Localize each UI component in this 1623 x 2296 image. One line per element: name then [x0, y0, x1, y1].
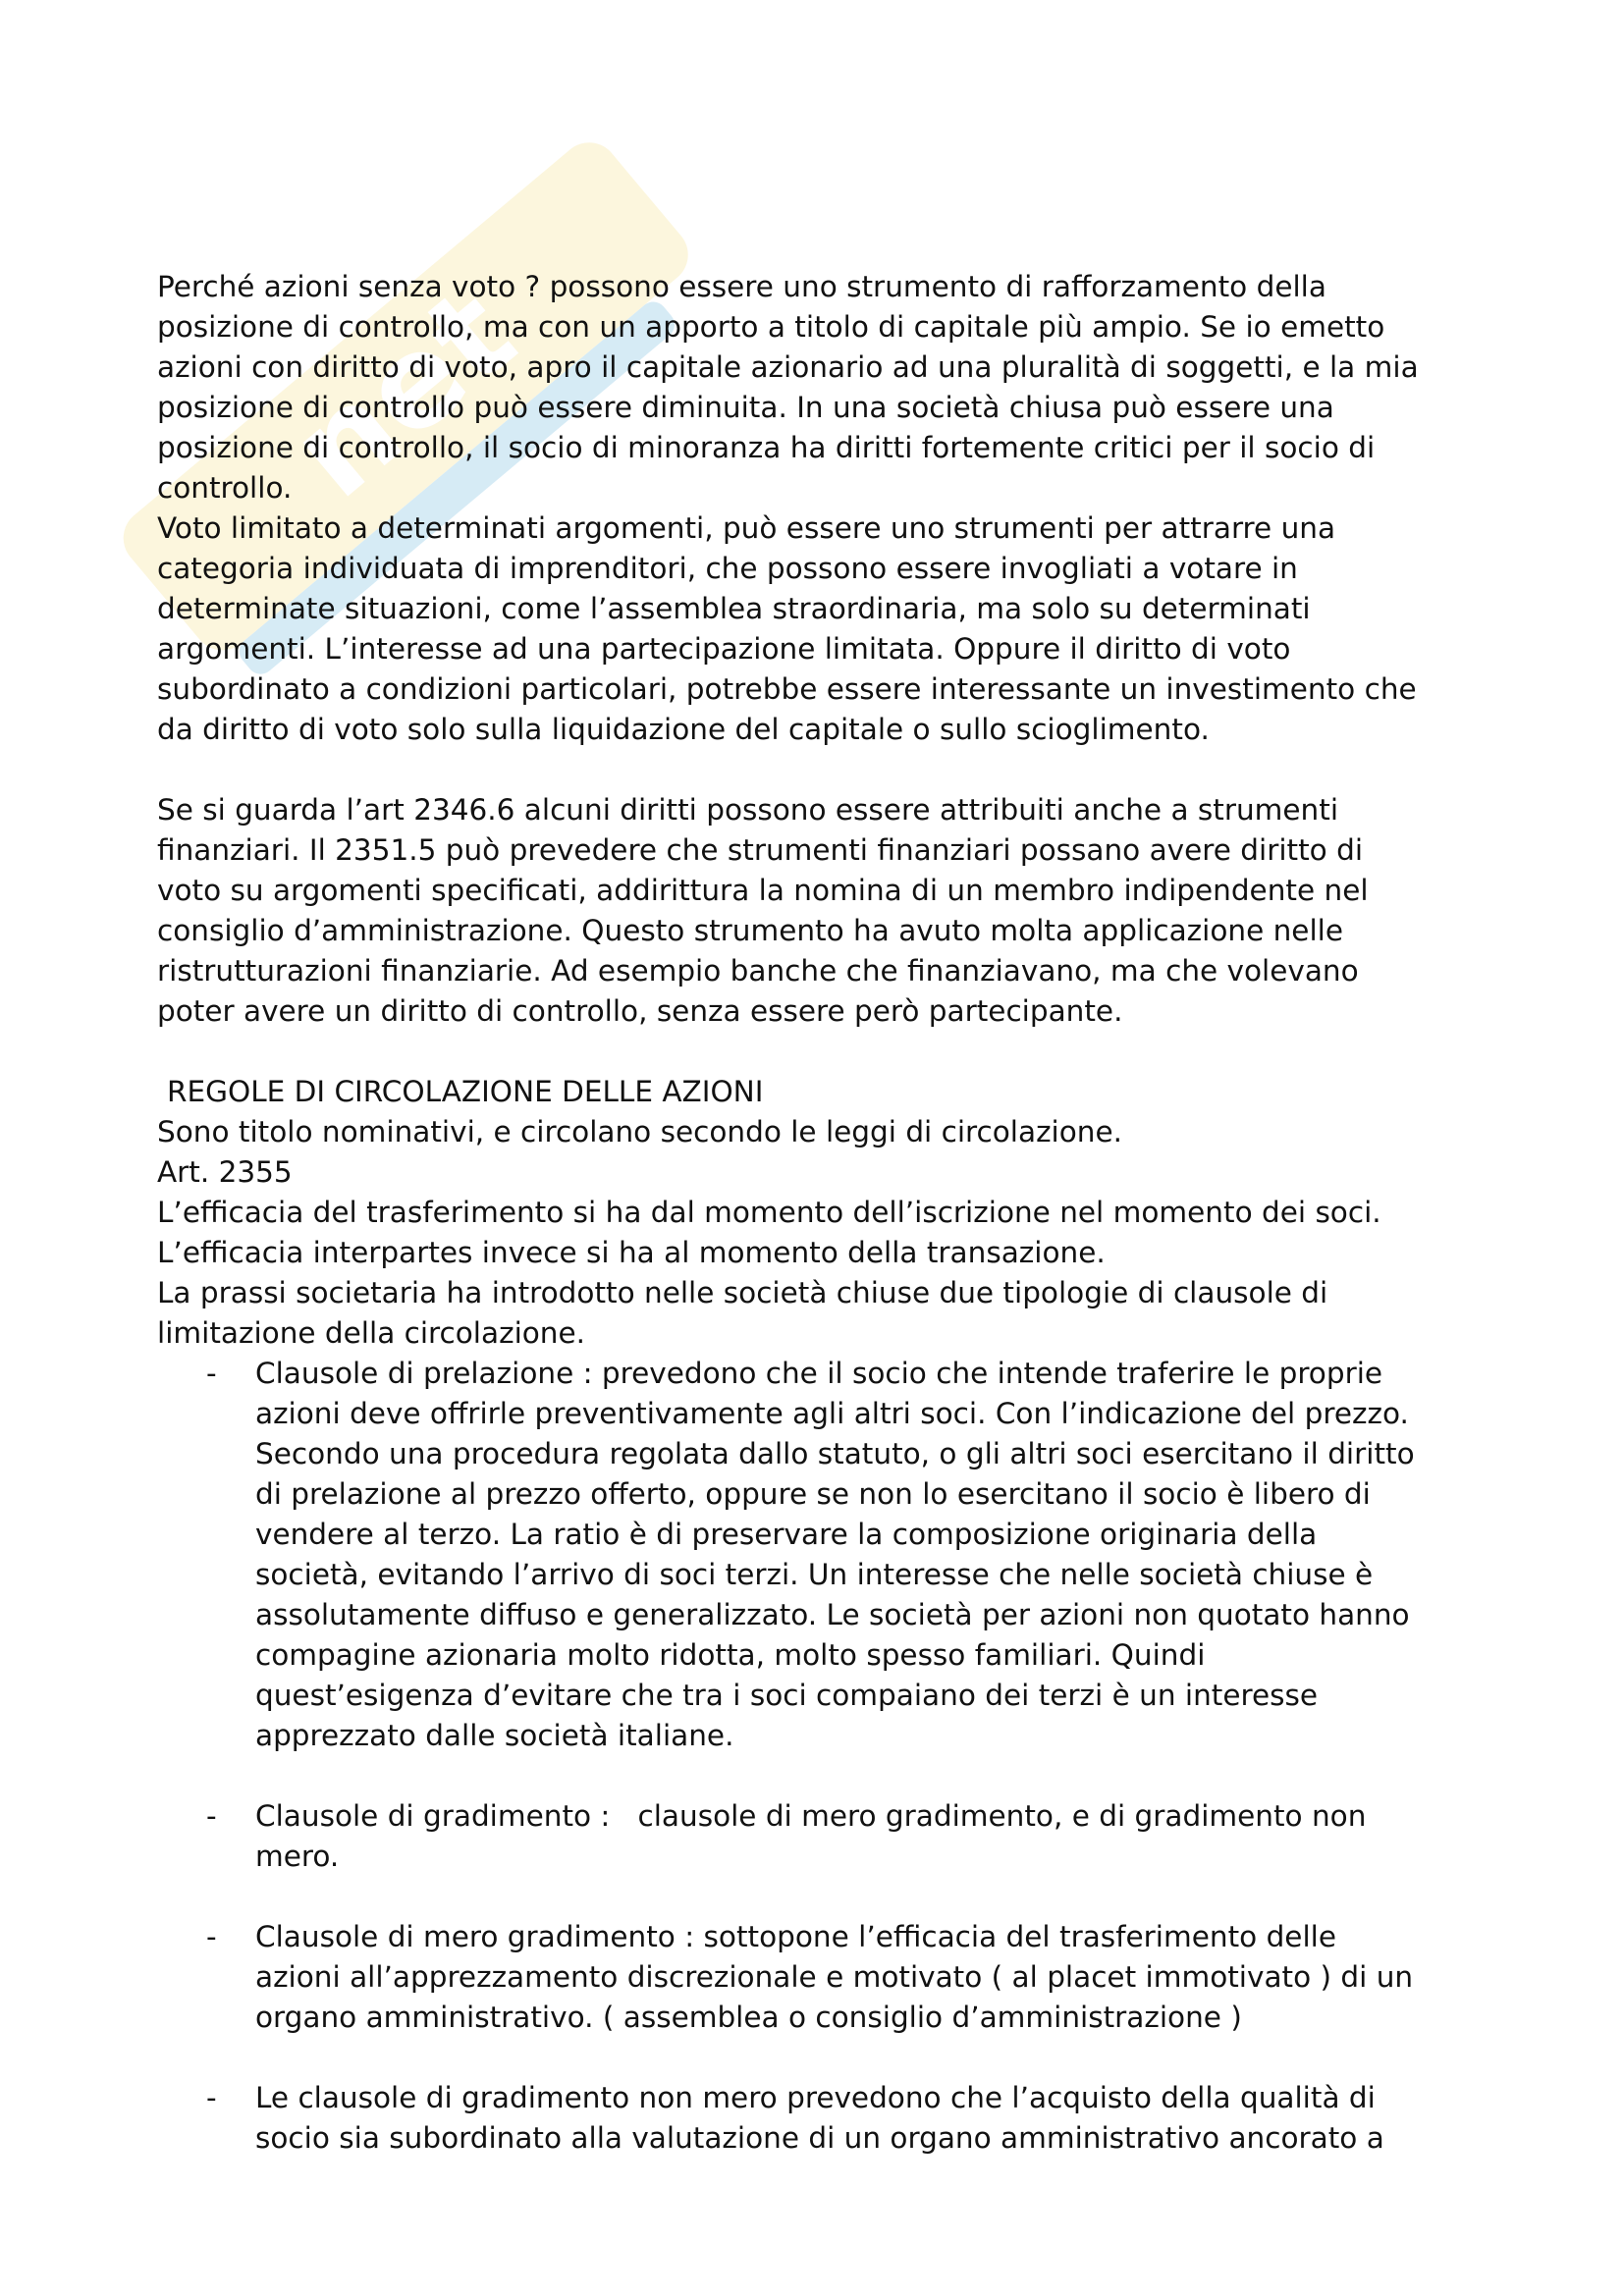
section-heading: REGOLE DI CIRCOLAZIONE DELLE AZIONI — [167, 1075, 764, 1108]
text-line: La prassi societaria ha introdotto nelle società chiuse due tipologie di clausole di — [157, 1276, 1328, 1309]
text-line: posizione di controllo può essere diminuita. In una società chiusa può essere una — [157, 391, 1334, 424]
text-line: ristrutturazioni finanziarie. Ad esempio banche che finanziavano, ma che volevano — [157, 954, 1359, 988]
paragraph-strumenti-finanziari — [157, 790, 1492, 1032]
text-line: subordinato a condizioni particolari, potrebbe essere interessante un investimento che — [157, 672, 1417, 706]
text-line: L’efficacia del trasferimento si ha dal momento dell’iscrizione nel momento dei soci. — [157, 1196, 1381, 1229]
text-line: Secondo una procedura regolata dallo statuto, o gli altri soci esercitano il diritto — [255, 1437, 1415, 1470]
text-line: Clausole di mero gradimento : sottopone l’efficacia del trasferimento delle — [255, 1920, 1336, 1953]
document-body — [157, 267, 1492, 2159]
text-line: società, evitando l’arrivo di soci terzi. Un interesse che nelle società chiuse è — [255, 1558, 1374, 1591]
text-line: azioni deve offrirle preventivamente agli altri soci. Con l’indicazione del prezzo. — [255, 1397, 1409, 1430]
text-line: azioni con diritto di voto, apro il capitale azionario ad una pluralità di soggetti, e la mia — [157, 350, 1419, 384]
text-line: Perché azioni senza voto ? possono essere uno strumento di rafforzamento della — [157, 270, 1326, 303]
text-line: compagine azionaria molto ridotta, molto spesso familiari. Quindi — [255, 1638, 1206, 1672]
text-line: posizione di controllo, ma con un apporto a titolo di capitale più ampio. Se io emetto — [157, 310, 1385, 344]
section-intro — [157, 1112, 1492, 1354]
text-line: limitazione della circolazione. — [157, 1316, 586, 1350]
list-item-gradimento — [157, 1796, 1492, 1877]
text-line: finanziari. Il 2351.5 può prevedere che strumenti finanziari possano avere diritto di — [157, 833, 1364, 867]
text-line: organo amministrativo. ( assemblea o consiglio d’amministrazione ) — [255, 2001, 1242, 2034]
text-line: controllo. — [157, 471, 293, 505]
text-line: consiglio d’amministrazione. Questo strumento ha avuto molta applicazione nelle — [157, 914, 1343, 947]
text-line: quest’esigenza d’evitare che tra i soci compaiano dei terzi è un interesse — [255, 1679, 1319, 1712]
text-line: Clausole di gradimento : clausole di mero gradimento, e di gradimento non — [255, 1799, 1367, 1833]
text-line: Le clausole di gradimento non mero prevedono che l’acquisto della qualità di — [255, 2081, 1376, 2114]
watermark-text: net — [263, 258, 542, 527]
text-line: azioni all’apprezzamento discrezionale e motivato ( al placet immotivato ) di un — [255, 1960, 1414, 1994]
clausole-list — [157, 1354, 1492, 2159]
text-line: Voto limitato a determinati argomenti, può essere uno strumenti per attrarre una — [157, 511, 1336, 545]
text-line: socio sia subordinato alla valutazione di un organo amministrativo ancorato a — [255, 2121, 1384, 2155]
text-line: Sono titolo nominativi, e circolano secondo le leggi di circolazione. — [157, 1115, 1123, 1148]
text-line: apprezzato dalle società italiane. — [255, 1719, 734, 1752]
text-line: determinate situazioni, come l’assemblea straordinaria, ma solo su determinati — [157, 592, 1311, 625]
text-line: voto su argomenti specificati, addirittura la nomina di un membro indipendente nel — [157, 874, 1369, 907]
paragraph-voto — [157, 267, 1492, 508]
text-line: vendere al terzo. La ratio è di preservare la composizione originaria della — [255, 1518, 1318, 1551]
text-line: di prelazione al prezzo offerto, oppure se non lo esercitano il socio è libero di — [255, 1477, 1371, 1511]
text-line: posizione di controllo, il socio di minoranza ha diritti fortemente critici per il socio di — [157, 431, 1376, 464]
list-item-gradimento-non-mero — [157, 2078, 1492, 2159]
text-line: argomenti. L’interesse ad una partecipazione limitata. Oppure il diritto di voto — [157, 632, 1291, 666]
text-line: Se si guarda l’art 2346.6 alcuni diritti possono essere attribuiti anche a strumenti — [157, 793, 1339, 827]
text-line: poter avere un diritto di controllo, senza essere però partecipante. — [157, 994, 1123, 1028]
text-line: categoria individuata di imprenditori, che possono essere invogliati a votare in — [157, 552, 1298, 585]
text-line: Art. 2355 — [157, 1155, 293, 1189]
text-line: assolutamente diffuso e generalizzato. Le società per azioni non quotato hanno — [255, 1598, 1410, 1631]
paragraph-spacer — [157, 1032, 1492, 1072]
list-item-mero-gradimento — [157, 1917, 1492, 2038]
list-item-prelazione — [157, 1354, 1492, 1756]
text-line: L’efficacia interpartes invece si ha al momento della transazione. — [157, 1236, 1106, 1269]
paragraph-voto-limitato — [157, 508, 1492, 750]
text-line: mero. — [255, 1840, 340, 1873]
text-line: da diritto di voto solo sulla liquidazione del capitale o sullo scioglimento. — [157, 713, 1210, 746]
paragraph-spacer — [157, 750, 1492, 790]
text-line: Clausole di prelazione : prevedono che il socio che intende traferire le proprie — [255, 1357, 1383, 1390]
